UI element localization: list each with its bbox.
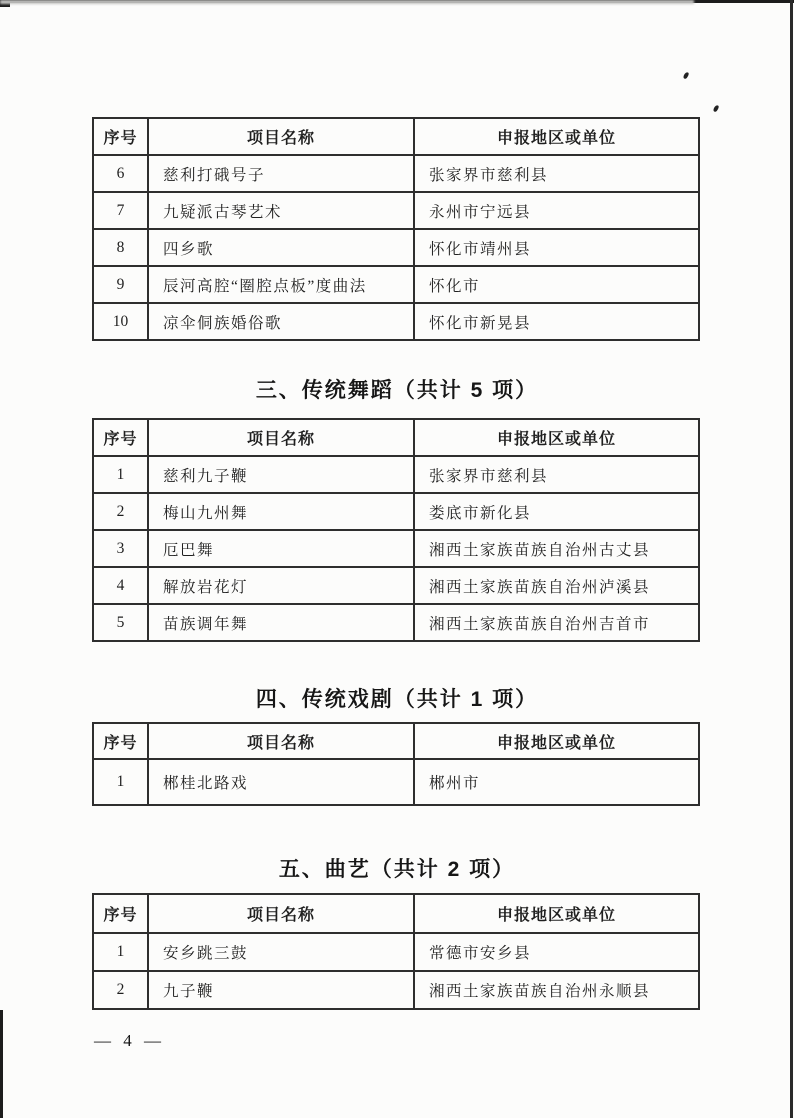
declaring-unit-cell: 张家界市慈利县 — [414, 456, 699, 493]
table-row — [93, 192, 699, 229]
declaring-unit-cell: 娄底市新化县 — [414, 493, 699, 530]
declaring-unit-cell: 永州市宁远县 — [414, 192, 699, 229]
table-row — [93, 933, 699, 971]
column-header-2: 项目名称 — [148, 419, 414, 456]
row-number-cell: 9 — [93, 266, 148, 303]
table-row — [93, 266, 699, 303]
row-number-cell: 5 — [93, 604, 148, 641]
section-heading-traditional-dance: 三、传统舞蹈（共计 5 项） — [255, 379, 539, 402]
scan-speck — [713, 104, 720, 112]
table-header-row — [93, 419, 699, 456]
declaring-unit-cell: 张家界市慈利县 — [414, 155, 699, 192]
project-name-cell: 凉伞侗族婚俗歌 — [148, 303, 414, 340]
table-traditional-music-continued — [92, 117, 700, 341]
declaring-unit-cell: 湘西土家族苗族自治州吉首市 — [414, 604, 699, 641]
column-header-3: 申报地区或单位 — [414, 723, 699, 759]
row-number-cell: 3 — [93, 530, 148, 567]
project-name-cell: 九子鞭 — [148, 971, 414, 1009]
table-quyi — [92, 893, 700, 1010]
section-heading-quyi: 五、曲艺（共计 2 项） — [278, 858, 516, 881]
column-header-2: 项目名称 — [148, 894, 414, 933]
row-number-cell: 4 — [93, 567, 148, 604]
project-name-cell: 厄巴舞 — [148, 530, 414, 567]
project-name-cell: 安乡跳三鼓 — [148, 933, 414, 971]
row-number-cell: 2 — [93, 493, 148, 530]
project-name-cell: 郴桂北路戏 — [148, 759, 414, 805]
table-row — [93, 493, 699, 530]
row-number-cell: 7 — [93, 192, 148, 229]
table-traditional-dance — [92, 418, 700, 642]
declaring-unit-cell: 怀化市新晃县 — [414, 303, 699, 340]
table-row — [93, 456, 699, 493]
row-number-cell: 10 — [93, 303, 148, 340]
declaring-unit-cell: 湘西土家族苗族自治州古丈县 — [414, 530, 699, 567]
column-header-2: 项目名称 — [148, 118, 414, 155]
column-header-3: 申报地区或单位 — [414, 894, 699, 933]
row-number-cell: 1 — [93, 933, 148, 971]
table-header-row — [93, 894, 699, 933]
table-traditional-drama — [92, 722, 700, 806]
table-row — [93, 530, 699, 567]
project-name-cell: 辰河高腔“圈腔点板”度曲法 — [148, 266, 414, 303]
table-row — [93, 604, 699, 641]
column-header-3: 申报地区或单位 — [414, 419, 699, 456]
row-number-cell: 1 — [93, 456, 148, 493]
table-row — [93, 303, 699, 340]
declaring-unit-cell: 怀化市 — [414, 266, 699, 303]
declaring-unit-cell: 湘西土家族苗族自治州永顺县 — [414, 971, 699, 1009]
row-number-cell: 2 — [93, 971, 148, 1009]
table-header-row — [93, 118, 699, 155]
project-name-cell: 九疑派古琴艺术 — [148, 192, 414, 229]
scan-speck — [683, 71, 690, 79]
project-name-cell: 慈利九子鞭 — [148, 456, 414, 493]
row-number-cell: 8 — [93, 229, 148, 266]
project-name-cell: 慈利打硪号子 — [148, 155, 414, 192]
column-header-1: 序号 — [93, 118, 148, 155]
project-name-cell: 四乡歌 — [148, 229, 414, 266]
column-header-3: 申报地区或单位 — [414, 118, 699, 155]
section-heading-traditional-drama: 四、传统戏剧（共计 1 项） — [255, 688, 539, 711]
declaring-unit-cell: 湘西土家族苗族自治州泸溪县 — [414, 567, 699, 604]
table-row — [93, 971, 699, 1009]
page-number: — 4 — — [94, 1031, 165, 1050]
column-header-2: 项目名称 — [148, 723, 414, 759]
row-number-cell: 6 — [93, 155, 148, 192]
table-row — [93, 759, 699, 805]
table-row — [93, 229, 699, 266]
project-name-cell: 解放岩花灯 — [148, 567, 414, 604]
scan-edge-left-bottom — [0, 1010, 3, 1118]
table-header-row — [93, 723, 699, 759]
table-row — [93, 155, 699, 192]
row-number-cell: 1 — [93, 759, 148, 805]
scan-edge-bottom — [0, 0, 694, 4]
declaring-unit-cell: 常德市安乡县 — [414, 933, 699, 971]
declaring-unit-cell: 郴州市 — [414, 759, 699, 805]
declaring-unit-cell: 怀化市靖州县 — [414, 229, 699, 266]
table-row — [93, 567, 699, 604]
project-name-cell: 梅山九州舞 — [148, 493, 414, 530]
column-header-1: 序号 — [93, 894, 148, 933]
column-header-1: 序号 — [93, 723, 148, 759]
project-name-cell: 苗族调年舞 — [148, 604, 414, 641]
scan-edge-right — [790, 0, 793, 1118]
column-header-1: 序号 — [93, 419, 148, 456]
